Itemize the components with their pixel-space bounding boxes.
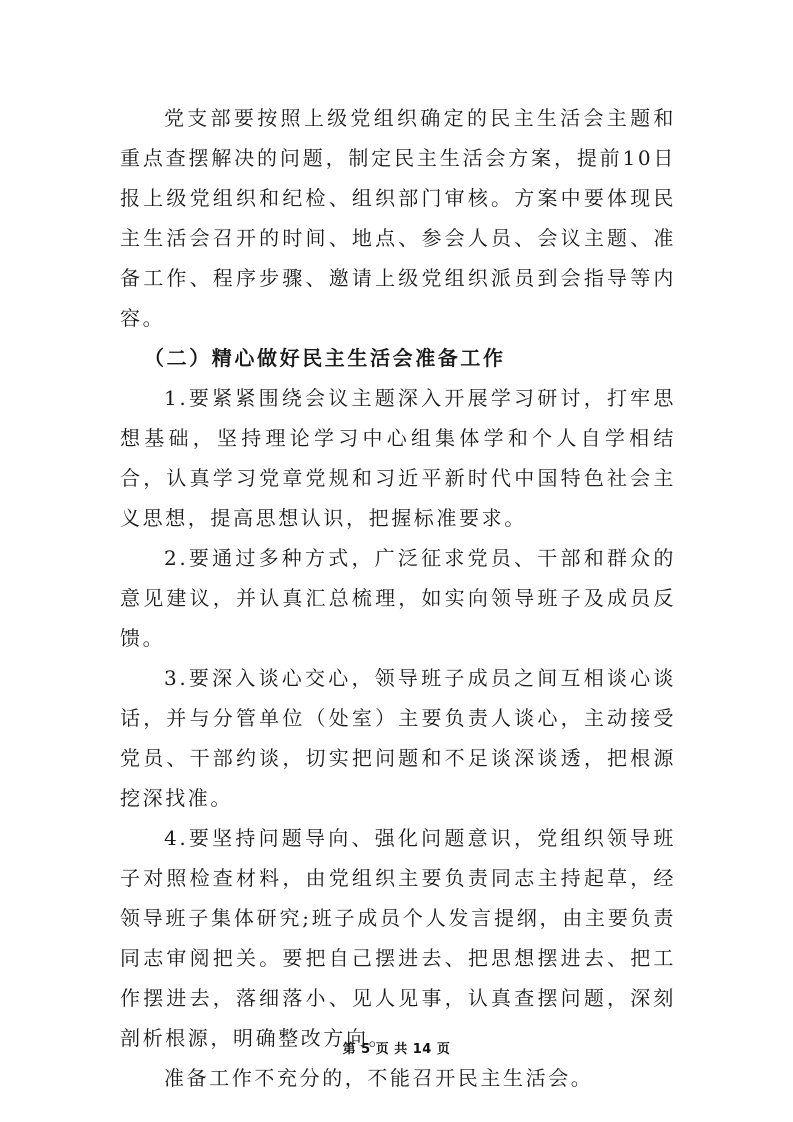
paragraph-item-4: 4.要坚持问题导向、强化问题意识，党组织领导班子对照检查材料，由党组织主要负责同志主持起草，经领导班子集体研究;班子成员个人发言提纲，由主要负责同志审阅把关。要把自己摆进去、把思想摆进去、把工作摆进去，落细落小、见人见事，认真查摆问题，深刻剖析根源，明确整改方向。 bbox=[120, 826, 676, 1050]
paragraph-item-3: 3.要深入谈心交心，领导班子成员之间互相谈心谈话，并与分管单位（处室）主要负责人谈心，主动接受党员、干部约谈，切实把问题和不足谈深谈透，把根源挖深找准。 bbox=[120, 666, 676, 810]
document-body bbox=[120, 98, 676, 1098]
paragraph-plan-requirements: 党支部要按照上级党组织确定的民主生活会主题和重点查摆解决的问题，制定民主生活会方案，提前10日报上级党组织和纪检、组织部门审核。方案中要体现民主生活会召开的时间、地点、参会人员、会议主题、准备工作、程序步骤、邀请上级党组织派员到会指导等内容。 bbox=[120, 106, 676, 330]
page-number-footer: 第 5 页 共 14 页 bbox=[342, 1042, 451, 1057]
section-heading: （二）精心做好民主生活会准备工作 bbox=[144, 346, 506, 370]
paragraph-closing: 准备工作不充分的，不能召开民主生活会。 bbox=[164, 1066, 594, 1090]
paragraph-item-2: 2.要通过多种方式，广泛征求党员、干部和群众的意见建议，并认真汇总梳理，如实向领导班子及成员反馈。 bbox=[120, 546, 676, 650]
paragraph-item-1: 1.要紧紧围绕会议主题深入开展学习研讨，打牢思想基础，坚持理论学习中心组集体学和个人自学相结合，认真学习党章党规和习近平新时代中国特色社会主义思想，提高思想认识，把握标准要求。 bbox=[120, 386, 676, 530]
